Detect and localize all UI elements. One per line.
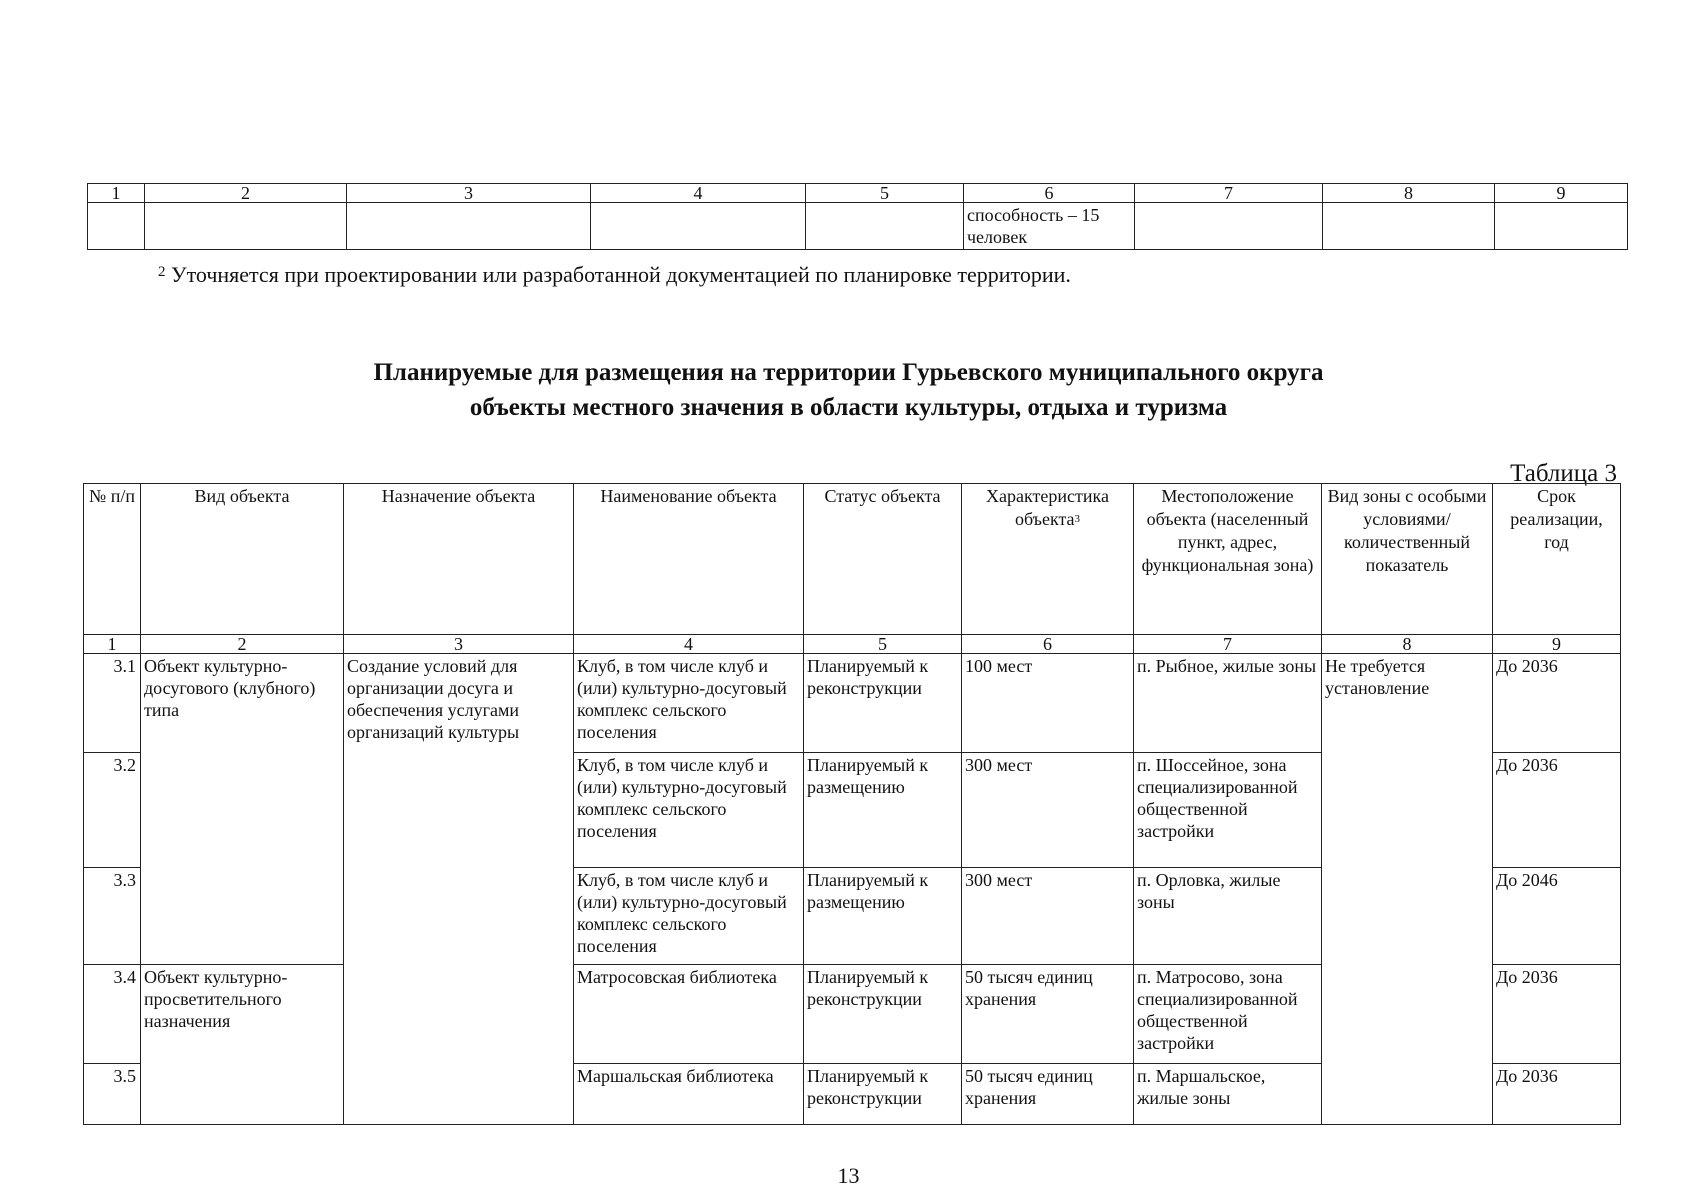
table-cell — [1135, 203, 1323, 250]
col-number: 9 — [1495, 184, 1628, 203]
header-location: Местоположение объекта (населенный пункт, адрес, функциональная зона) — [1134, 484, 1322, 635]
col-number: 4 — [574, 635, 804, 654]
table-row — [88, 203, 1628, 250]
status-cell: Планируемый к реконструкции — [804, 965, 962, 1064]
col-number: 8 — [1322, 635, 1493, 654]
row-number: 3.4 — [84, 965, 141, 1064]
row-number: 3.2 — [84, 753, 141, 868]
name-cell: Клуб, в том числе клуб и (или) культурно-досуговый комплекс сельского поселения — [574, 654, 804, 753]
col-number: 2 — [141, 635, 344, 654]
table-cell — [88, 203, 145, 250]
header-characteristic — [962, 484, 1134, 635]
status-cell: Планируемый к размещению — [804, 753, 962, 868]
col-number: 3 — [347, 184, 591, 203]
table-cell — [1323, 203, 1495, 250]
characteristic-cell: 300 мест — [962, 868, 1134, 965]
continuation-table — [87, 183, 1628, 250]
header-status: Статус объекта — [804, 484, 962, 635]
header-purpose: Назначение объекта — [344, 484, 574, 635]
col-number: 2 — [145, 184, 347, 203]
page-title — [0, 355, 1697, 425]
objects-table — [83, 483, 1621, 1125]
name-cell: Клуб, в том числе клуб и (или) культурно-досуговый комплекс сельского поселения — [574, 868, 804, 965]
location-cell: п. Шоссейное, зона специализированной общественной застройки — [1134, 753, 1322, 868]
name-cell: Маршальская библиотека — [574, 1064, 804, 1125]
column-number-row — [88, 184, 1628, 203]
table-row — [84, 654, 1621, 753]
term-cell: До 2046 — [1493, 868, 1621, 965]
term-cell: До 2036 — [1493, 753, 1621, 868]
col-number: 3 — [344, 635, 574, 654]
name-cell: Клуб, в том числе клуб и (или) культурно-досуговый комплекс сельского поселения — [574, 753, 804, 868]
title-line-1: Планируемые для размещения на территории Гурьевского муниципального округа — [373, 359, 1324, 386]
header-characteristic-text: Характеристика объекта — [986, 486, 1109, 529]
term-cell: До 2036 — [1493, 965, 1621, 1064]
location-cell: п. Рыбное, жилые зоны — [1134, 654, 1322, 753]
footnote-text: Уточняется при проектировании или разработанной документацией по планировке территории. — [171, 262, 1071, 287]
row-number: 3.3 — [84, 868, 141, 965]
location-cell: п. Орловка, жилые зоны — [1134, 868, 1322, 965]
col-number: 5 — [806, 184, 964, 203]
characteristic-cell: 300 мест — [962, 753, 1134, 868]
page-number: 13 — [837, 1163, 860, 1188]
characteristic-cell: 100 мест — [962, 654, 1134, 753]
col-number: 6 — [964, 184, 1135, 203]
header-term: Срок реализации, год — [1493, 484, 1621, 635]
term-cell: До 2036 — [1493, 654, 1621, 753]
table-cell — [1495, 203, 1628, 250]
col-number: 7 — [1134, 635, 1322, 654]
header-footnote-mark: 3 — [1074, 513, 1081, 525]
status-cell: Планируемый к размещению — [804, 868, 962, 965]
object-type-cell: Объект культурно-досугового (клубного) типа — [141, 654, 344, 965]
col-number: 5 — [804, 635, 962, 654]
status-cell: Планируемый к реконструкции — [804, 654, 962, 753]
table-cell — [806, 203, 964, 250]
column-number-row — [84, 635, 1621, 654]
header-number: № п/п — [84, 484, 141, 635]
location-cell: п. Маршальское, жилые зоны — [1134, 1064, 1322, 1125]
title-line-2: объекты местного значения в области культуры, отдыха и туризма — [469, 394, 1228, 421]
characteristic-cell: 50 тысяч единиц хранения — [962, 1064, 1134, 1125]
table-cell: способность – 15 человек — [964, 203, 1135, 250]
term-cell: До 2036 — [1493, 1064, 1621, 1125]
table-label: Таблица 3 — [1510, 460, 1617, 487]
table-cell — [591, 203, 806, 250]
table-cell — [347, 203, 591, 250]
header-zone: Вид зоны с особыми условиями/ количественный показатель — [1322, 484, 1493, 635]
footnote-mark: 2 — [158, 264, 166, 280]
characteristic-cell: 50 тысяч единиц хранения — [962, 965, 1134, 1064]
object-type-cell: Объект культурно-просветительного назначения — [141, 965, 344, 1125]
zone-cell: Не требуется установление — [1322, 654, 1493, 1125]
header-object-type: Вид объекта — [141, 484, 344, 635]
location-cell: п. Матросово, зона специализированной общественной застройки — [1134, 965, 1322, 1064]
row-number: 3.1 — [84, 654, 141, 753]
header-name: Наименование объекта — [574, 484, 804, 635]
col-number: 1 — [84, 635, 141, 654]
table-cell — [145, 203, 347, 250]
col-number: 7 — [1135, 184, 1323, 203]
header-row — [84, 484, 1621, 635]
col-number: 9 — [1493, 635, 1621, 654]
col-number: 4 — [591, 184, 806, 203]
status-cell: Планируемый к реконструкции — [804, 1064, 962, 1125]
row-number: 3.5 — [84, 1064, 141, 1125]
col-number: 1 — [88, 184, 145, 203]
name-cell: Матросовская библиотека — [574, 965, 804, 1064]
col-number: 8 — [1323, 184, 1495, 203]
footnote — [158, 262, 1071, 288]
purpose-cell: Создание условий для организации досуга и обеспечения услугами организаций культуры — [344, 654, 574, 1125]
col-number: 6 — [962, 635, 1134, 654]
